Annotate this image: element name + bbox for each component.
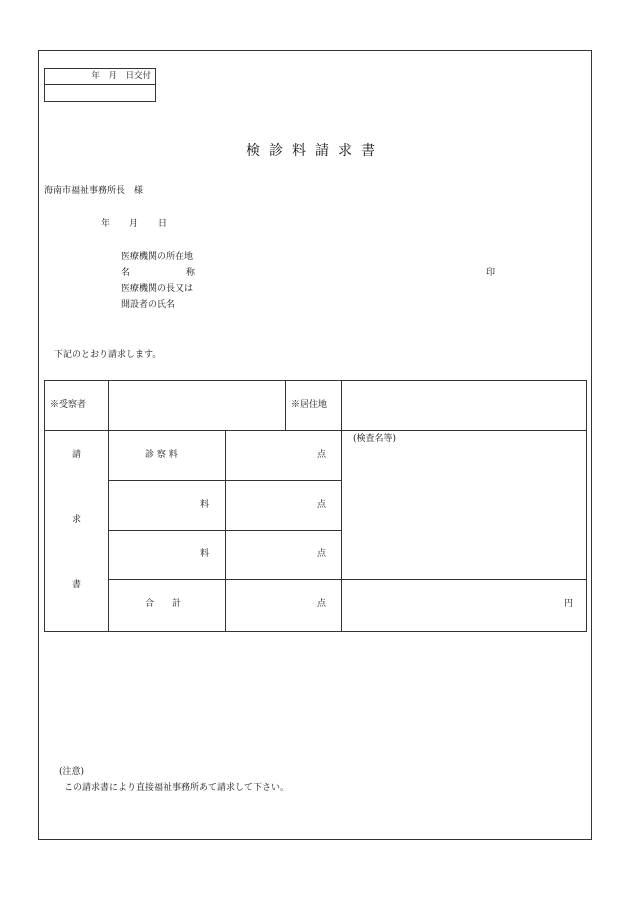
- address-label: 医療機関の所在地: [121, 252, 194, 262]
- claim-table: [44, 380, 587, 632]
- table-rule: [225, 430, 226, 631]
- date-day: 日: [158, 219, 168, 229]
- notes-title: (注意): [59, 767, 85, 777]
- residence-label: ※居住地: [291, 400, 328, 410]
- table-rule: [45, 430, 586, 431]
- intro-text: 下記のとおり請求します。: [54, 350, 162, 360]
- patient-label: ※受察者: [50, 400, 87, 410]
- unit-points-1: 点: [317, 450, 327, 460]
- unit-points-3: 点: [317, 549, 327, 559]
- delivery-date-box: [44, 68, 156, 102]
- delivery-date-label: 年 月 日交付: [45, 69, 155, 85]
- seal-mark: 印: [486, 268, 496, 278]
- table-rule: [341, 381, 342, 631]
- row-label-exam-fee: 診 察 料: [145, 450, 178, 460]
- addressee: 海南市福祉事務所長 様: [44, 186, 144, 196]
- unit-points-2: 点: [317, 500, 327, 510]
- side-char-1: 請: [72, 450, 82, 460]
- notes-body: この請求書により直接福祉事務所あて請求して下さい。: [64, 783, 290, 793]
- name-label-1: 名: [121, 268, 131, 278]
- unit-points-total: 点: [317, 599, 327, 609]
- name-label-2: 称: [186, 268, 196, 278]
- side-char-2: 求: [72, 515, 82, 525]
- table-rule: [108, 381, 109, 631]
- exam-name-label: (検査名等): [353, 434, 397, 444]
- page-title: 検診料請求書: [246, 143, 384, 159]
- row-label-fee-2: 料: [200, 500, 210, 510]
- row-label-fee-3: 料: [200, 549, 210, 559]
- head-label-2: 開設者の氏名: [121, 300, 176, 310]
- yen-unit: 円: [564, 599, 574, 609]
- date-year: 年: [101, 219, 111, 229]
- side-char-3: 書: [72, 580, 82, 590]
- date-month: 月: [129, 219, 139, 229]
- row-label-total: 合 計: [145, 599, 182, 609]
- table-rule: [108, 579, 586, 580]
- table-rule: [285, 381, 286, 430]
- head-label-1: 医療機関の長又は: [121, 284, 194, 294]
